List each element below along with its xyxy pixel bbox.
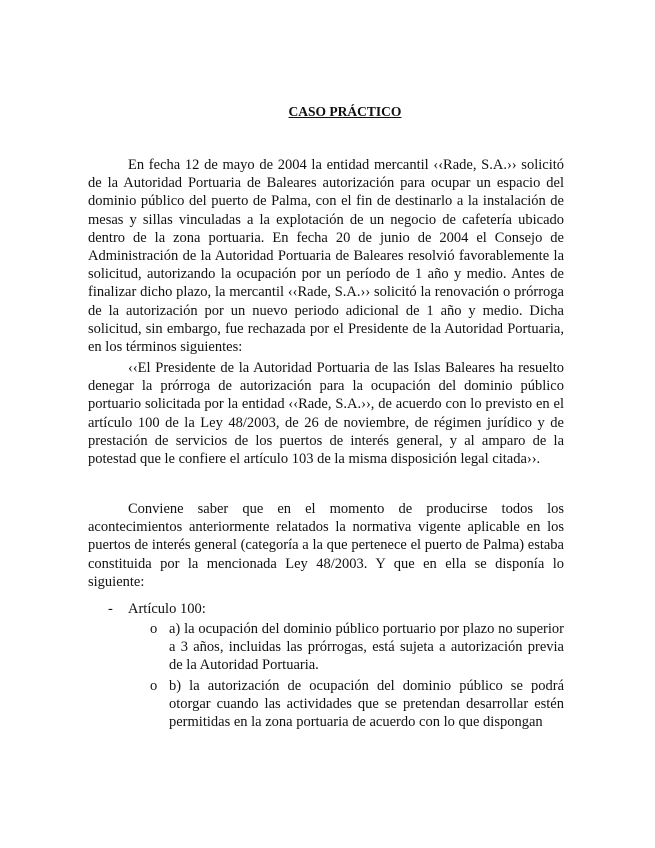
paragraph-resolution-quote: ‹‹El Presidente de la Autoridad Portuaria de las Islas Baleares ha resuelto denegar la prórroga de autorización para la ocupación del dominio público portuario solicitada por la entidad ‹‹Rade, S.A.››, de acuerdo con lo previsto en el artículo 100 de la Ley 48/2003, de 26 de noviembre, de régimen jurídico y de prestación de servicios de los puertos de interés general, y al amparo de la potestad que le confiere el artículo 103 de la misma disposición legal citada››. — [88, 360, 564, 468]
article-heading-row — [88, 600, 564, 618]
list-item — [150, 677, 564, 732]
list-item — [150, 620, 564, 675]
paragraph-facts: En fecha 12 de mayo de 2004 la entidad mercantil ‹‹Rade, S.A.›› solicitó de la Autoridad Portuaria de Baleares autorización para ocupar un espacio del dominio público del puerto de Palma, con el fin de destinarlo a la instalación de mesas y sillas vinculadas a la explotación de un negocio de cafetería ubicado dentro de la zona portuaria. En fecha 20 de junio de 2004 el Consejo de Administración de la Autoridad Portuaria de Baleares resolvió favorablemente la solicitud, autorizando la ocupación por un período de 1 año y medio. Antes de finalizar dicho plazo, la mercantil ‹‹Rade, S.A.›› solicitó la renovación o prórroga de la autorización por un nuevo periodo adicional de 1 año y medio. Dicha solicitud, sin embargo, fue rechazada por el Presidente de la Autoridad Portuaria, en los términos siguientes: — [88, 157, 564, 356]
article-list — [88, 600, 564, 731]
list-item-text: a) la ocupación del dominio público portuario por plazo no superior a 3 años, incluidas las prórrogas, está sujeta a autorización previa de la Autoridad Portuaria. — [169, 621, 564, 674]
article-label: Artículo 100: — [128, 601, 206, 617]
document-title: CASO PRÁCTICO — [288, 104, 402, 119]
dash-bullet: - — [108, 601, 113, 617]
paragraph-applicable-law: Conviene saber que en el momento de producirse todos los acontecimientos anteriormente relatados la normativa vigente aplicable en los puertos de interés general (categoría a la que pertenece el puerto de Palma) estaba constituida por la mencionada Ley 48/2003. Y que en ella se disponía lo siguiente: — [88, 501, 564, 590]
list-item-text: b) la autorización de ocupación del dominio público se podrá otorgar cuando las actividades que se pretendan desarrollar estén permitidas en la zona portuaria de acuerdo con lo que dispongan — [169, 677, 564, 731]
circle-bullet-icon: o — [150, 621, 158, 637]
circle-bullet-icon: o — [150, 677, 158, 694]
